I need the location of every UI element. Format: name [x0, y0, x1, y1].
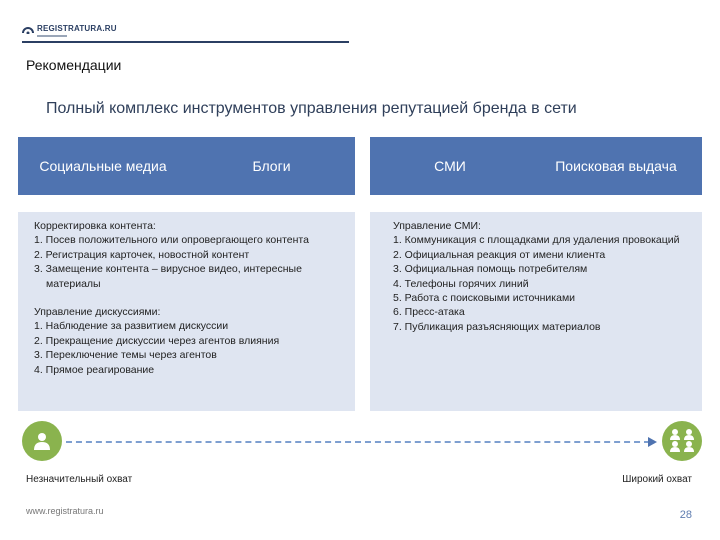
reach-scale-line	[66, 441, 650, 443]
list-item: 3. Официальная помощь потребителям	[393, 263, 588, 276]
left-content-box	[18, 212, 355, 411]
header-social-media: Социальные медиа	[18, 137, 188, 195]
reach-label-low: Незначительный охват	[26, 474, 133, 485]
content-block-correction	[34, 219, 343, 291]
arrow-right-icon	[648, 437, 657, 447]
logo	[22, 22, 117, 34]
list-item: 4. Телефоны горячих линий	[393, 277, 529, 290]
footer-url[interactable]: www.registratura.ru	[26, 506, 104, 516]
logo-text: REGISTRATURA.RU	[37, 23, 117, 33]
header-media: СМИ	[370, 137, 530, 195]
list-item: 6. Пресс-атака	[393, 306, 465, 319]
page-number: 28	[679, 509, 692, 521]
list-item: 4. Прямое реагирование	[34, 363, 155, 376]
reach-label-high: Широкий охват	[622, 474, 692, 485]
page-title: Рекомендации	[26, 57, 122, 73]
list-item: 3. Переключение темы через агентов	[34, 349, 217, 362]
logo-tagline-bar	[37, 35, 67, 37]
list-item: 1. Коммуникация с площадками для удаления провокаций	[393, 234, 680, 247]
block-heading: Управление СМИ:	[393, 220, 481, 232]
right-content-box	[370, 212, 702, 411]
slide-subtitle: Полный комплекс инструментов управления репутацией бренда в сети	[46, 100, 577, 117]
list-item: 1. Посев положительного или опровергающего контента	[34, 234, 309, 247]
block-heading: Корректировка контента:	[34, 220, 156, 232]
content-block-media	[393, 219, 690, 334]
list-item: 2. Регистрация карточек, новостной контент	[34, 248, 250, 261]
list-item: 2. Прекращение дискуссии через агентов влияния	[34, 334, 280, 347]
list-item: 5. Работа с поисковыми источниками	[393, 292, 576, 305]
logo-icon	[22, 22, 34, 34]
header-divider	[22, 41, 349, 43]
header-blogs: Блоги	[188, 137, 355, 195]
list-item: 1. Наблюдение за развитием дискуссии	[34, 320, 229, 333]
list-item: 7. Публикация разъясняющих материалов	[393, 320, 601, 333]
content-block-discussions	[34, 305, 343, 377]
list-item: 3. Замещение контента – вирусное видео, интересные материалы	[34, 263, 302, 290]
block-heading: Управление дискуссиями:	[34, 306, 161, 319]
header-search: Поисковая выдача	[530, 137, 702, 195]
group-people-icon	[662, 421, 702, 461]
list-item: 2. Официальная реакция от имени клиента	[393, 248, 606, 261]
single-person-icon	[22, 421, 62, 461]
